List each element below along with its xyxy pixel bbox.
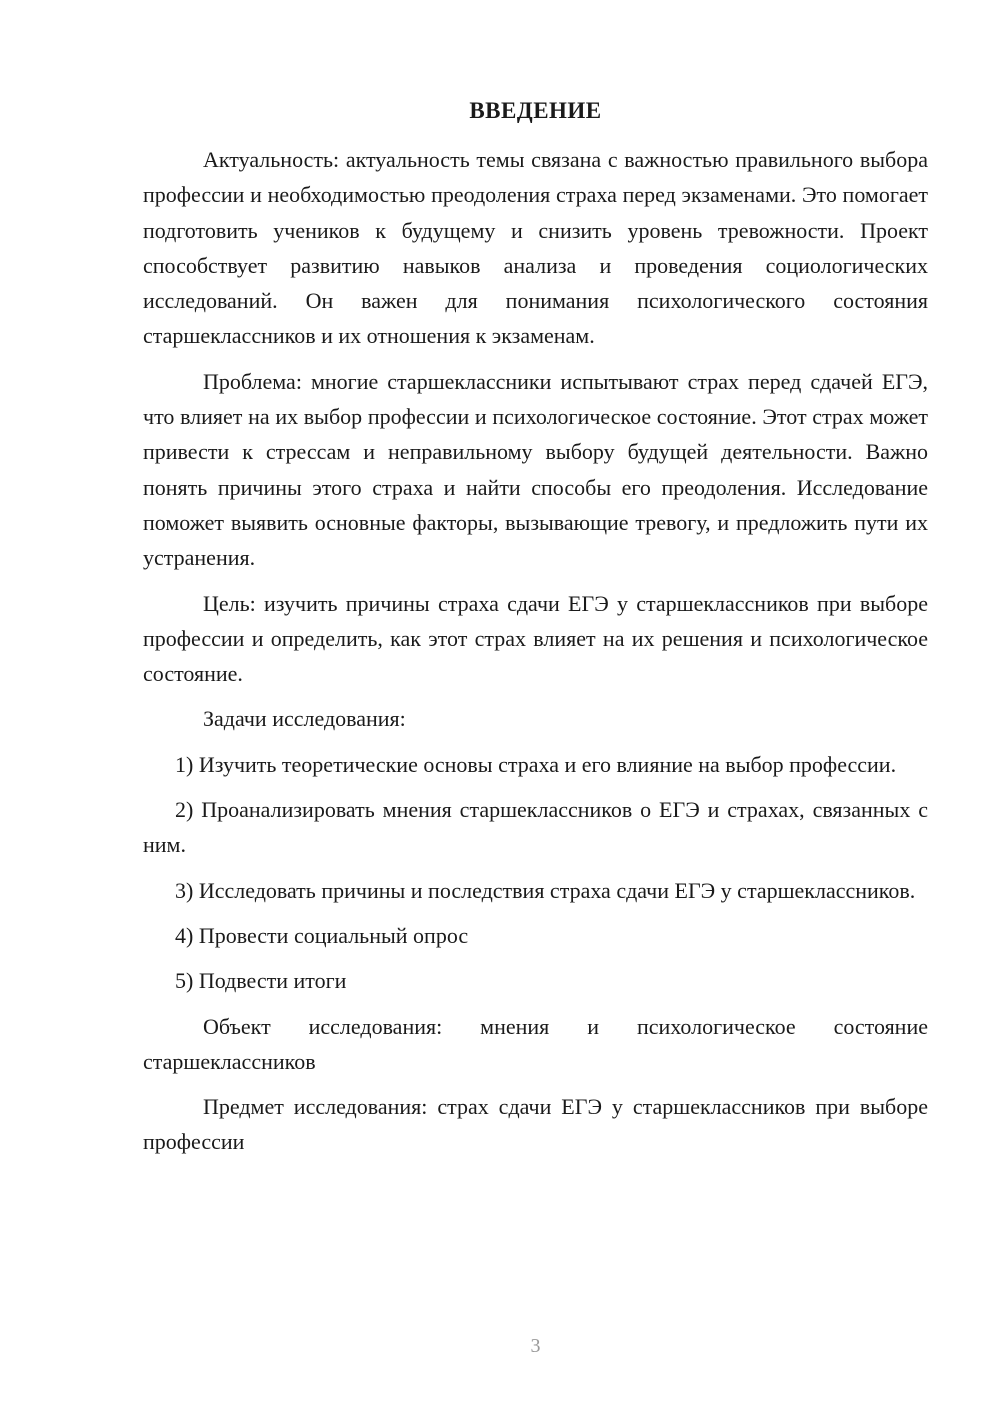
list-item: 4) Провести социальный опрос <box>175 922 469 948</box>
document-body <box>143 142 928 1170</box>
subject-paragraph: Предмет исследования: страх сдачи ЕГЭ у старшеклассников при выборе профессии <box>143 1094 928 1155</box>
list-item: 5) Подвести итоги <box>175 968 347 994</box>
goal-paragraph: Цель: изучить причины страха сдачи ЕГЭ у старшеклассников при выборе профессии и определить, как этот страх влияет на их решения и психологическое состояние. <box>143 590 928 687</box>
problem-paragraph: Проблема: многие старшеклассники испытывают страх перед сдачей ЕГЭ, что влияет на их выбор профессии и психологическое состояние. Этот страх может привести к стрессам и неправильному выбору будущей деятельности. Важно понять причины этого страха и найти способы его преодоления. Исследование поможет выявить основные факторы, вызывающие тревогу, и предложить пути их устранения. <box>143 368 928 571</box>
tasks-list <box>143 747 928 999</box>
tasks-heading: Задачи исследования: <box>203 706 406 732</box>
page-number: 3 <box>530 1335 541 1357</box>
object-paragraph: Объект исследования: мнения и психологическое состояние старшеклассников <box>143 1013 928 1074</box>
list-item: 3) Исследовать причины и последствия страха сдачи ЕГЭ у старшеклассников. <box>175 877 916 903</box>
list-item: 1) Изучить теоретические основы страха и его влияние на выбор профессии. <box>175 751 897 777</box>
relevance-paragraph: Актуальность: актуальность темы связана с важностью правильного выбора профессии и необходимостью преодоления страха перед экзаменами. Это помогает подготовить учеников к будущему и снизить уровень тревожности. Проект способствует развитию навыков анализа и проведения социологических исследований. Он важен для понимания психологического состояния старшеклассников и их отношения к экзаменам. <box>143 147 928 349</box>
section-heading: ВВЕДЕНИЕ <box>469 98 602 123</box>
list-item: 2) Проанализировать мнения старшеклассников о ЕГЭ и страхах, связанных с ним. <box>143 797 928 858</box>
document-page <box>143 0 928 1414</box>
